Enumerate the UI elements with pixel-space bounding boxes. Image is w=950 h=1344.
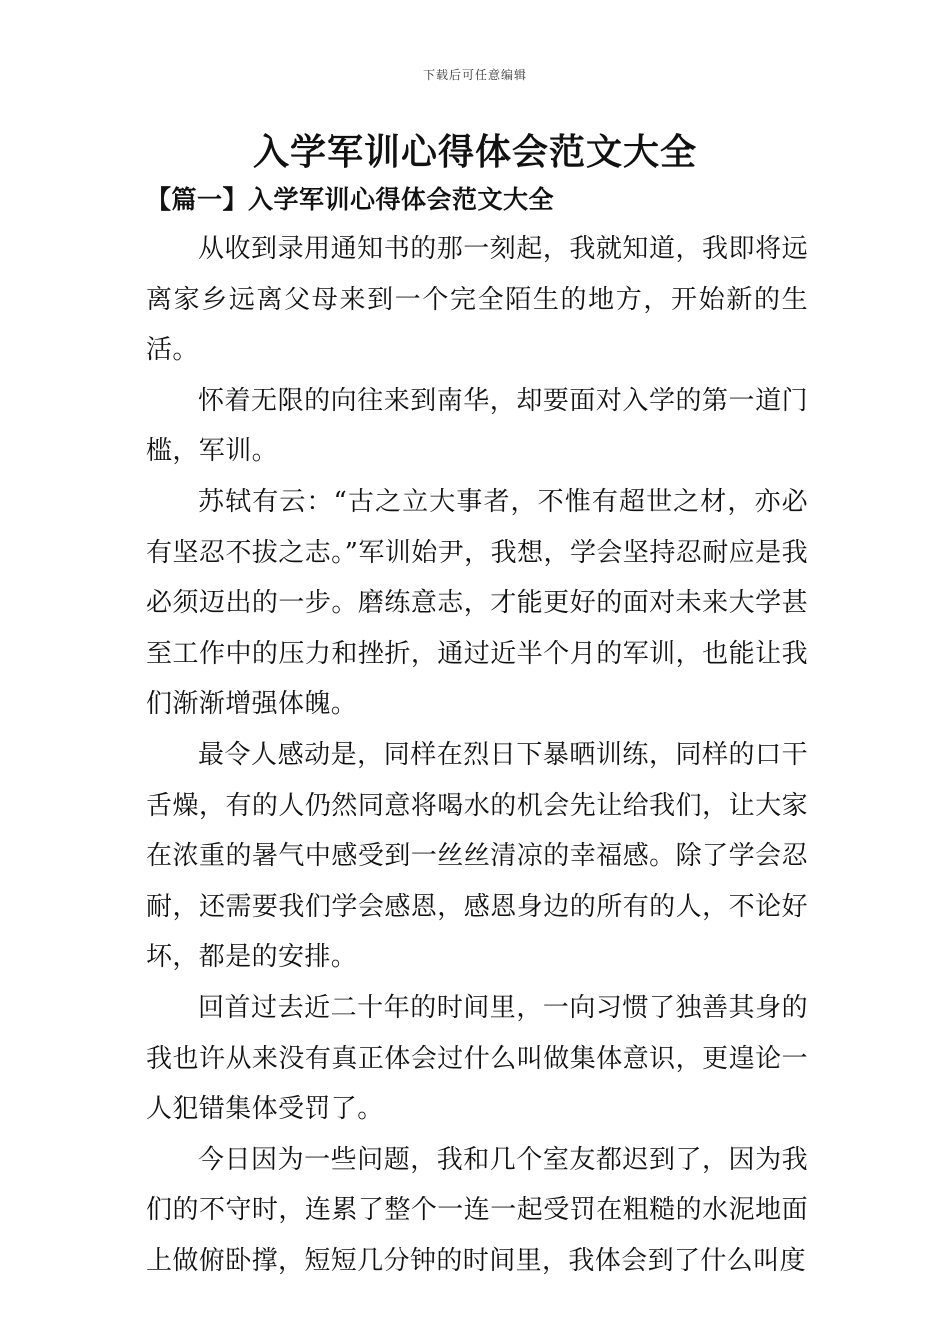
document-body: [146, 224, 808, 1286]
paragraph: 怀着无限的向往来到南华，却要面对入学的第一道门槛，军训。: [146, 385, 808, 467]
paragraph: 今日因为一些问题，我和几个室友都迟到了，因为我们的不守时，连累了整个一连一起受罚在粗糙的水泥地面上做俯卧撑，短短几分钟的时间里，我体会到了什么叫度: [146, 1144, 808, 1276]
paragraph: 从收到录用通知书的那一刻起，我就知道，我即将远离家乡远离父母来到一个完全陌生的地方，开始新的生活。: [146, 234, 808, 366]
header-note: 下载后可任意编辑: [422, 68, 527, 82]
paragraph: 回首过去近二十年的时间里，一向习惯了独善其身的我也许从来没有真正体会过什么叫做集体意识，更遑论一人犯错集体受罚了。: [146, 992, 808, 1125]
document-title: 入学军训心得体会范文大全: [252, 131, 697, 173]
paragraph: 最令人感动是，同样在烈日下暴晒训练，同样的口干舌燥，有的人仍然同意将喝水的机会先让给我们，让大家在浓重的暑气中感受到一丝丝清凉的幸福感。除了学会忍耐，还需要我们学会感恩，感恩身边的所有的人，不论好坏，都是的安排。: [146, 739, 808, 973]
section-heading: 【篇一】入学军训心得体会范文大全: [146, 185, 555, 214]
paragraph: 苏轼有云：“古之立大事者，不惟有超世之材，亦必有坚忍不拔之志。”军训始尹，我想，学会坚持忍耐应是我必须迈出的一步。磨练意志，才能更好的面对未来大学甚至工作中的压力和挫折，通过近半个月的军训，也能让我们渐渐增强体魄。: [146, 486, 808, 720]
